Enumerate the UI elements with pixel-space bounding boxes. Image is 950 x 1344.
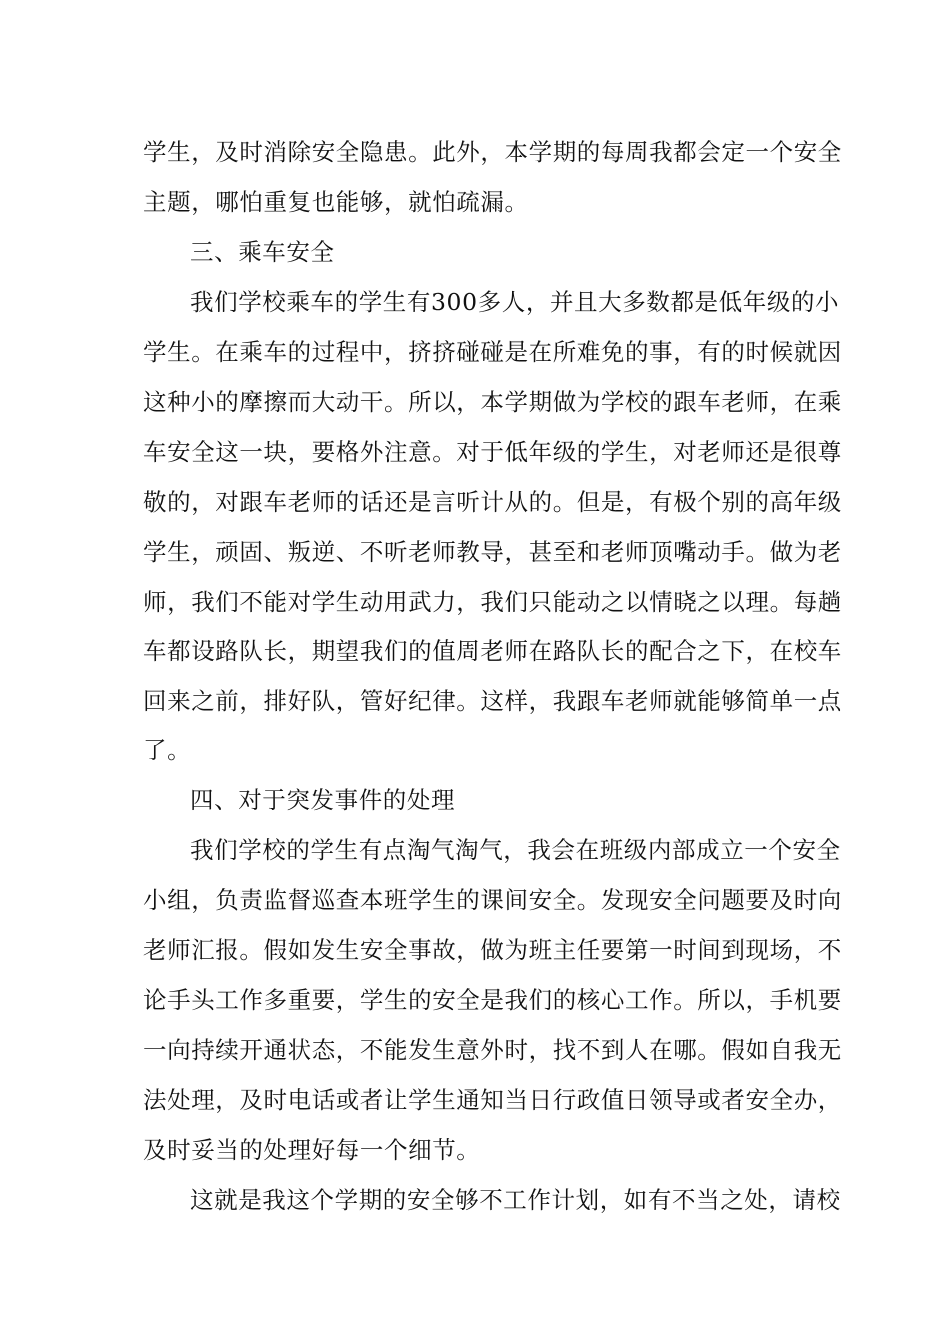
text-line: 主题，哪怕重复也能够，就怕疏漏。 bbox=[143, 188, 529, 216]
section-heading: 四、对于突发事件的处理 bbox=[190, 786, 456, 814]
section-heading: 三、乘车安全 bbox=[190, 238, 335, 266]
text-line: 及时妥当的处理好每一个细节。 bbox=[143, 1136, 481, 1164]
text-line: 学生，顽固、叛逆、不听老师教导，甚至和老师顶嘴动手。做为老 bbox=[143, 538, 842, 566]
text-line: 论手头工作多重要，学生的安全是我们的核心工作。所以，手机要 bbox=[143, 986, 842, 1014]
text-line: 我们学校的学生有点淘气淘气，我会在班级内部成立一个安全 bbox=[190, 836, 841, 864]
text-line: 了。 bbox=[143, 736, 192, 764]
text-line: 小组，负责监督巡查本班学生的课间安全。发现安全问题要及时向 bbox=[143, 886, 842, 914]
text-line: 一向持续开通状态，不能发生意外时，找不到人在哪。假如自我无 bbox=[143, 1036, 842, 1064]
text-line: 学生，及时消除安全隐患。此外，本学期的每周我都会定一个安全 bbox=[143, 138, 842, 166]
text-line: 敬的，对跟车老师的话还是言听计从的。但是，有极个别的高年级 bbox=[143, 488, 842, 516]
text-line: 我们学校乘车的学生有300多人，并且大多数都是低年级的小 bbox=[190, 288, 840, 316]
text-line: 车安全这一块，要格外注意。对于低年级的学生，对老师还是很尊 bbox=[143, 438, 842, 466]
text-line: 回来之前，排好队，管好纪律。这样，我跟车老师就能够简单一点 bbox=[143, 687, 842, 715]
text-line: 学生。在乘车的过程中，挤挤碰碰是在所难免的事，有的时候就因 bbox=[143, 338, 842, 366]
text-line: 车都设路队长，期望我们的值周老师在路队长的配合之下，在校车 bbox=[143, 637, 842, 665]
text-line: 师，我们不能对学生动用武力，我们只能动之以情晓之以理。每趟 bbox=[143, 588, 842, 616]
text-line: 老师汇报。假如发生安全事故，做为班主任要第一时间到现场，不 bbox=[143, 936, 842, 964]
text-line: 这就是我这个学期的安全够不工作计划，如有不当之处，请校 bbox=[190, 1186, 841, 1214]
text-line: 法处理，及时电话或者让学生通知当日行政值日领导或者安全办， bbox=[143, 1086, 842, 1114]
text-line: 这种小的摩擦而大动干。所以，本学期做为学校的跟车老师，在乘 bbox=[143, 388, 842, 416]
